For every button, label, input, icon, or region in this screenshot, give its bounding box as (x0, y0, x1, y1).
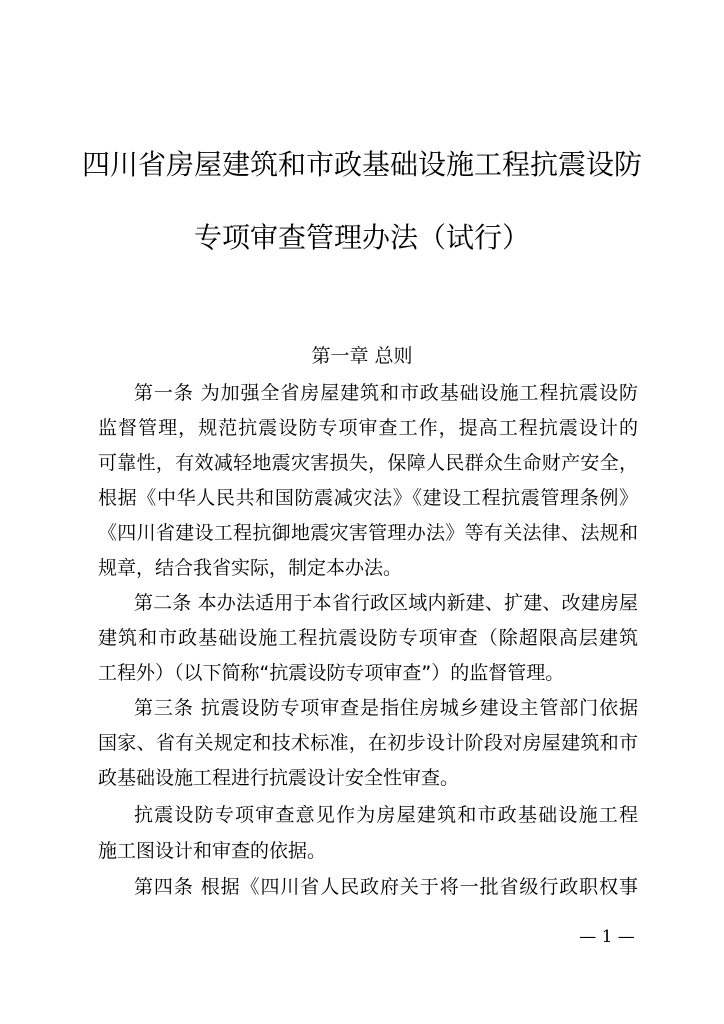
body-line: 抗震设防专项审查意见作为房屋建筑和市政基础设施工程 (134, 804, 638, 826)
body-line: 政基础设施工程进行抗震设计安全性审查。 (98, 767, 460, 789)
body-line: 根据《中华人民共和国防震减灾法》《建设工程抗震管理条例》 (98, 487, 638, 509)
document-title-line-2: 专项审查管理办法（试行） (193, 221, 530, 254)
document-title-line-1: 四川省房屋建筑和市政基础设施工程抗震设防 (81, 148, 642, 181)
body-line: 第四条 根据《四川省人民政府关于将一批省级行政职权事 (134, 876, 638, 898)
body-line: 国家、省有关规定和技术标准，在初步设计阶段对房屋建筑和市 (98, 732, 638, 754)
body-line: 第一条 为加强全省房屋建筑和市政基础设施工程抗震设防 (134, 382, 638, 404)
body-line: 第三条 抗震设防专项审查是指住房城乡建设主管部门依据 (134, 697, 638, 719)
body-line: 监督管理，规范抗震设防专项审查工作，提高工程抗震设计的 (98, 417, 638, 439)
body-line: 规章，结合我省实际，制定本办法。 (98, 557, 403, 579)
body-line: 第二条 本办法适用于本省行政区域内新建、扩建、改建房屋 (134, 592, 638, 614)
body-line: 《四川省建设工程抗御地震灾害管理办法》等有关法律、法规和 (98, 522, 638, 544)
page-number: — 1 — (579, 927, 635, 947)
body-line: 工程外）（以下简称“抗震设防专项审查”）的监督管理。 (98, 662, 565, 684)
body-line: 建筑和市政基础设施工程抗震设防专项审查（除超限高层建筑 (98, 627, 638, 649)
body-line: 可靠性，有效减轻地震灾害损失，保障人民群众生命财产安全， (98, 452, 638, 474)
body-line: 施工图设计和审查的依据。 (98, 840, 327, 862)
chapter-heading: 第一章 总则 (311, 345, 413, 367)
